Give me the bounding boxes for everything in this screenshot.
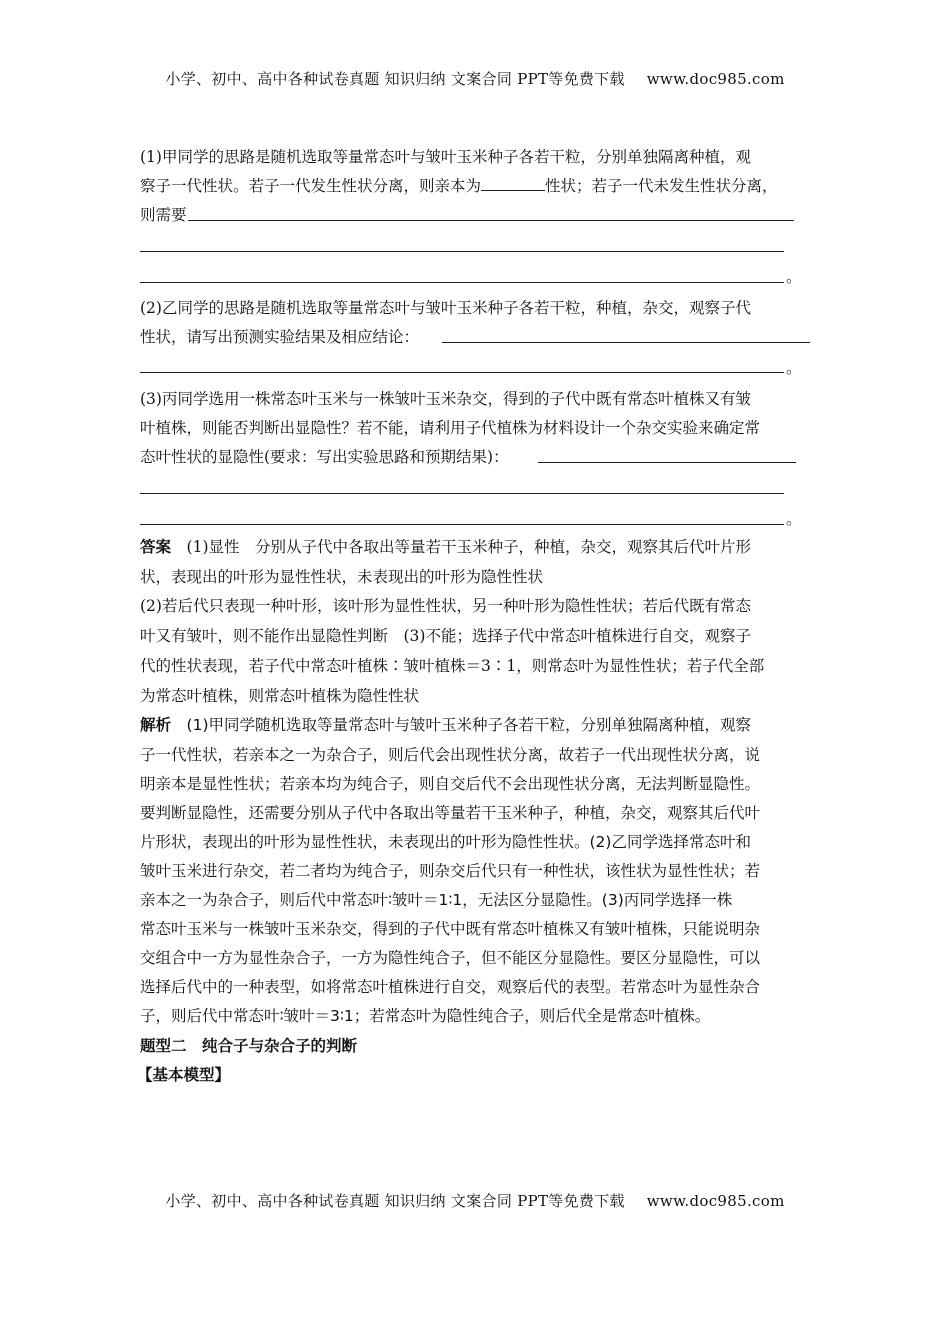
q3-answer-blank-1[interactable] (538, 462, 796, 463)
analysis-label: 解析 (140, 716, 172, 734)
q1-line2-a: 察子一代性状。若子一代发生性状分离，则亲本为 (140, 177, 482, 195)
page-footer (0, 1190, 950, 1211)
answer-line5: 代的性状表现，若子代中常态叶植株∶皱叶植株＝3∶1，则常态叶为显性性状；若子代全部 (140, 657, 765, 675)
analysis-line9: 交组合中一方为显性杂合子，一方为隐性纯合子，但不能区分显隐性。要区分显隐性，可以 (140, 949, 761, 967)
analysis-line10: 选择后代中的一种表型，如将常态叶植株进行自交，观察后代的表型。若常态叶为显性杂合 (140, 978, 761, 996)
q1-answer-blank-3[interactable] (140, 282, 784, 283)
q2-answer-blank-1[interactable] (442, 342, 810, 343)
footer-site-link[interactable]: www.doc985.com (646, 1192, 785, 1210)
section-title: 题型二 纯合子与杂合子的判断 (140, 1037, 358, 1055)
q2-end-mark: 。 (786, 359, 802, 377)
q1-line1: (1)甲同学的思路是随机选取等量常态叶与皱叶玉米种子各若干粒，分别单独隔离种植，观 (140, 148, 751, 166)
header-text: 小学、初中、高中各种试卷真题 知识归纳 文案合同 PPT等免费下载 (165, 70, 625, 88)
analysis-line2: 子一代性状，若亲本之一为杂合子，则后代会出现性状分离，故若子一代出现性状分离，说 (140, 746, 761, 764)
analysis-line11: 子，则后代中常态叶∶皱叶＝3∶1；若常态叶为隐性纯合子，则后代全是常态叶植株。 (140, 1007, 711, 1025)
section-subtitle: 【基本模型】 (137, 1066, 231, 1084)
q1-answer-blank-2[interactable] (140, 251, 784, 252)
analysis-line8: 常态叶玉米与一株皱叶玉米杂交，得到的子代中既有常态叶植株又有皱叶植株，只能说明杂 (140, 920, 761, 938)
q1-line2 (140, 174, 778, 196)
answer-line4: 叶又有皱叶，则不能作出显隐性判断 (3)不能；选择子代中常态叶植株进行自交，观察子 (140, 627, 751, 645)
q3-line2: 叶植株，则能否判断出显隐性？若不能，请利用子代植株为材料设计一个杂交实验来确定常 (140, 419, 761, 437)
analysis-line1 (140, 713, 751, 735)
q3-answer-blank-3[interactable] (140, 524, 784, 525)
q3-end-mark: 。 (786, 510, 802, 528)
analysis-line6: 皱叶玉米进行杂交，若二者均为纯合子，则杂交后代只有一种性状，该性状为显性性状；若 (140, 862, 761, 880)
q2-line2: 性状，请写出预测实验结果及相应结论： (140, 328, 420, 346)
answer-label: 答案 (140, 537, 172, 556)
q1-line3-text: 则需要 (140, 206, 187, 224)
analysis-line4: 要判断显隐性，还需要分别从子代中各取出等量若干玉米种子，种植，杂交，观察其后代叶 (140, 804, 761, 822)
answer-line1 (140, 535, 751, 557)
q1-answer-blank-1[interactable] (188, 220, 794, 221)
analysis-line1-text: (1)甲同学随机选取等量常态叶与皱叶玉米种子各若干粒，分别单独隔离种植，观察 (186, 716, 751, 734)
analysis-line3: 明亲本是显性性状；若亲本均为纯合子，则自交后代不会出现性状分离，无法判断显隐性。 (140, 775, 761, 793)
q3-line3: 态叶性状的显隐性(要求：写出实验思路和预期结果)： (140, 448, 509, 466)
answer-line2: 状，表现出的叶形为显性性状，未表现出的叶形为隐性性状 (140, 568, 544, 586)
page-header (0, 68, 950, 89)
q3-line1: (3)丙同学选用一株常态叶玉米与一株皱叶玉米杂交，得到的子代中既有常态叶植株又有皱 (140, 390, 751, 408)
header-site-link[interactable]: www.doc985.com (646, 70, 785, 88)
q1-end-mark: 。 (786, 268, 802, 286)
q1-line2-b: 性状；若子一代未发生性状分离， (545, 177, 778, 195)
analysis-line5: 片形状，表现出的叶形为显性性状，未表现出的叶形为隐性性状。(2)乙同学选择常态叶和 (140, 833, 751, 851)
q2-answer-blank-2[interactable] (140, 372, 784, 373)
answer-line1-text: (1)显性 分别从子代中各取出等量若干玉米种子，种植，杂交，观察其后代叶片形 (186, 538, 751, 556)
q1-line3 (140, 203, 187, 225)
answer-line6: 为常态叶植株，则常态叶植株为隐性性状 (140, 687, 420, 705)
q1-blank-trait[interactable] (481, 190, 545, 191)
q3-answer-blank-2[interactable] (140, 493, 784, 494)
q2-line1: (2)乙同学的思路是随机选取等量常态叶与皱叶玉米种子各若干粒，种植，杂交，观察子代 (140, 299, 751, 317)
footer-text: 小学、初中、高中各种试卷真题 知识归纳 文案合同 PPT等免费下载 (165, 1192, 625, 1210)
analysis-line7: 亲本之一为杂合子，则后代中常态叶∶皱叶＝1∶1，无法区分显隐性。(3)丙同学选择一株 (140, 891, 733, 909)
answer-line3: (2)若后代只表现一种叶形，该叶形为显性性状，另一种叶形为隐性性状；若后代既有常态 (140, 597, 751, 615)
